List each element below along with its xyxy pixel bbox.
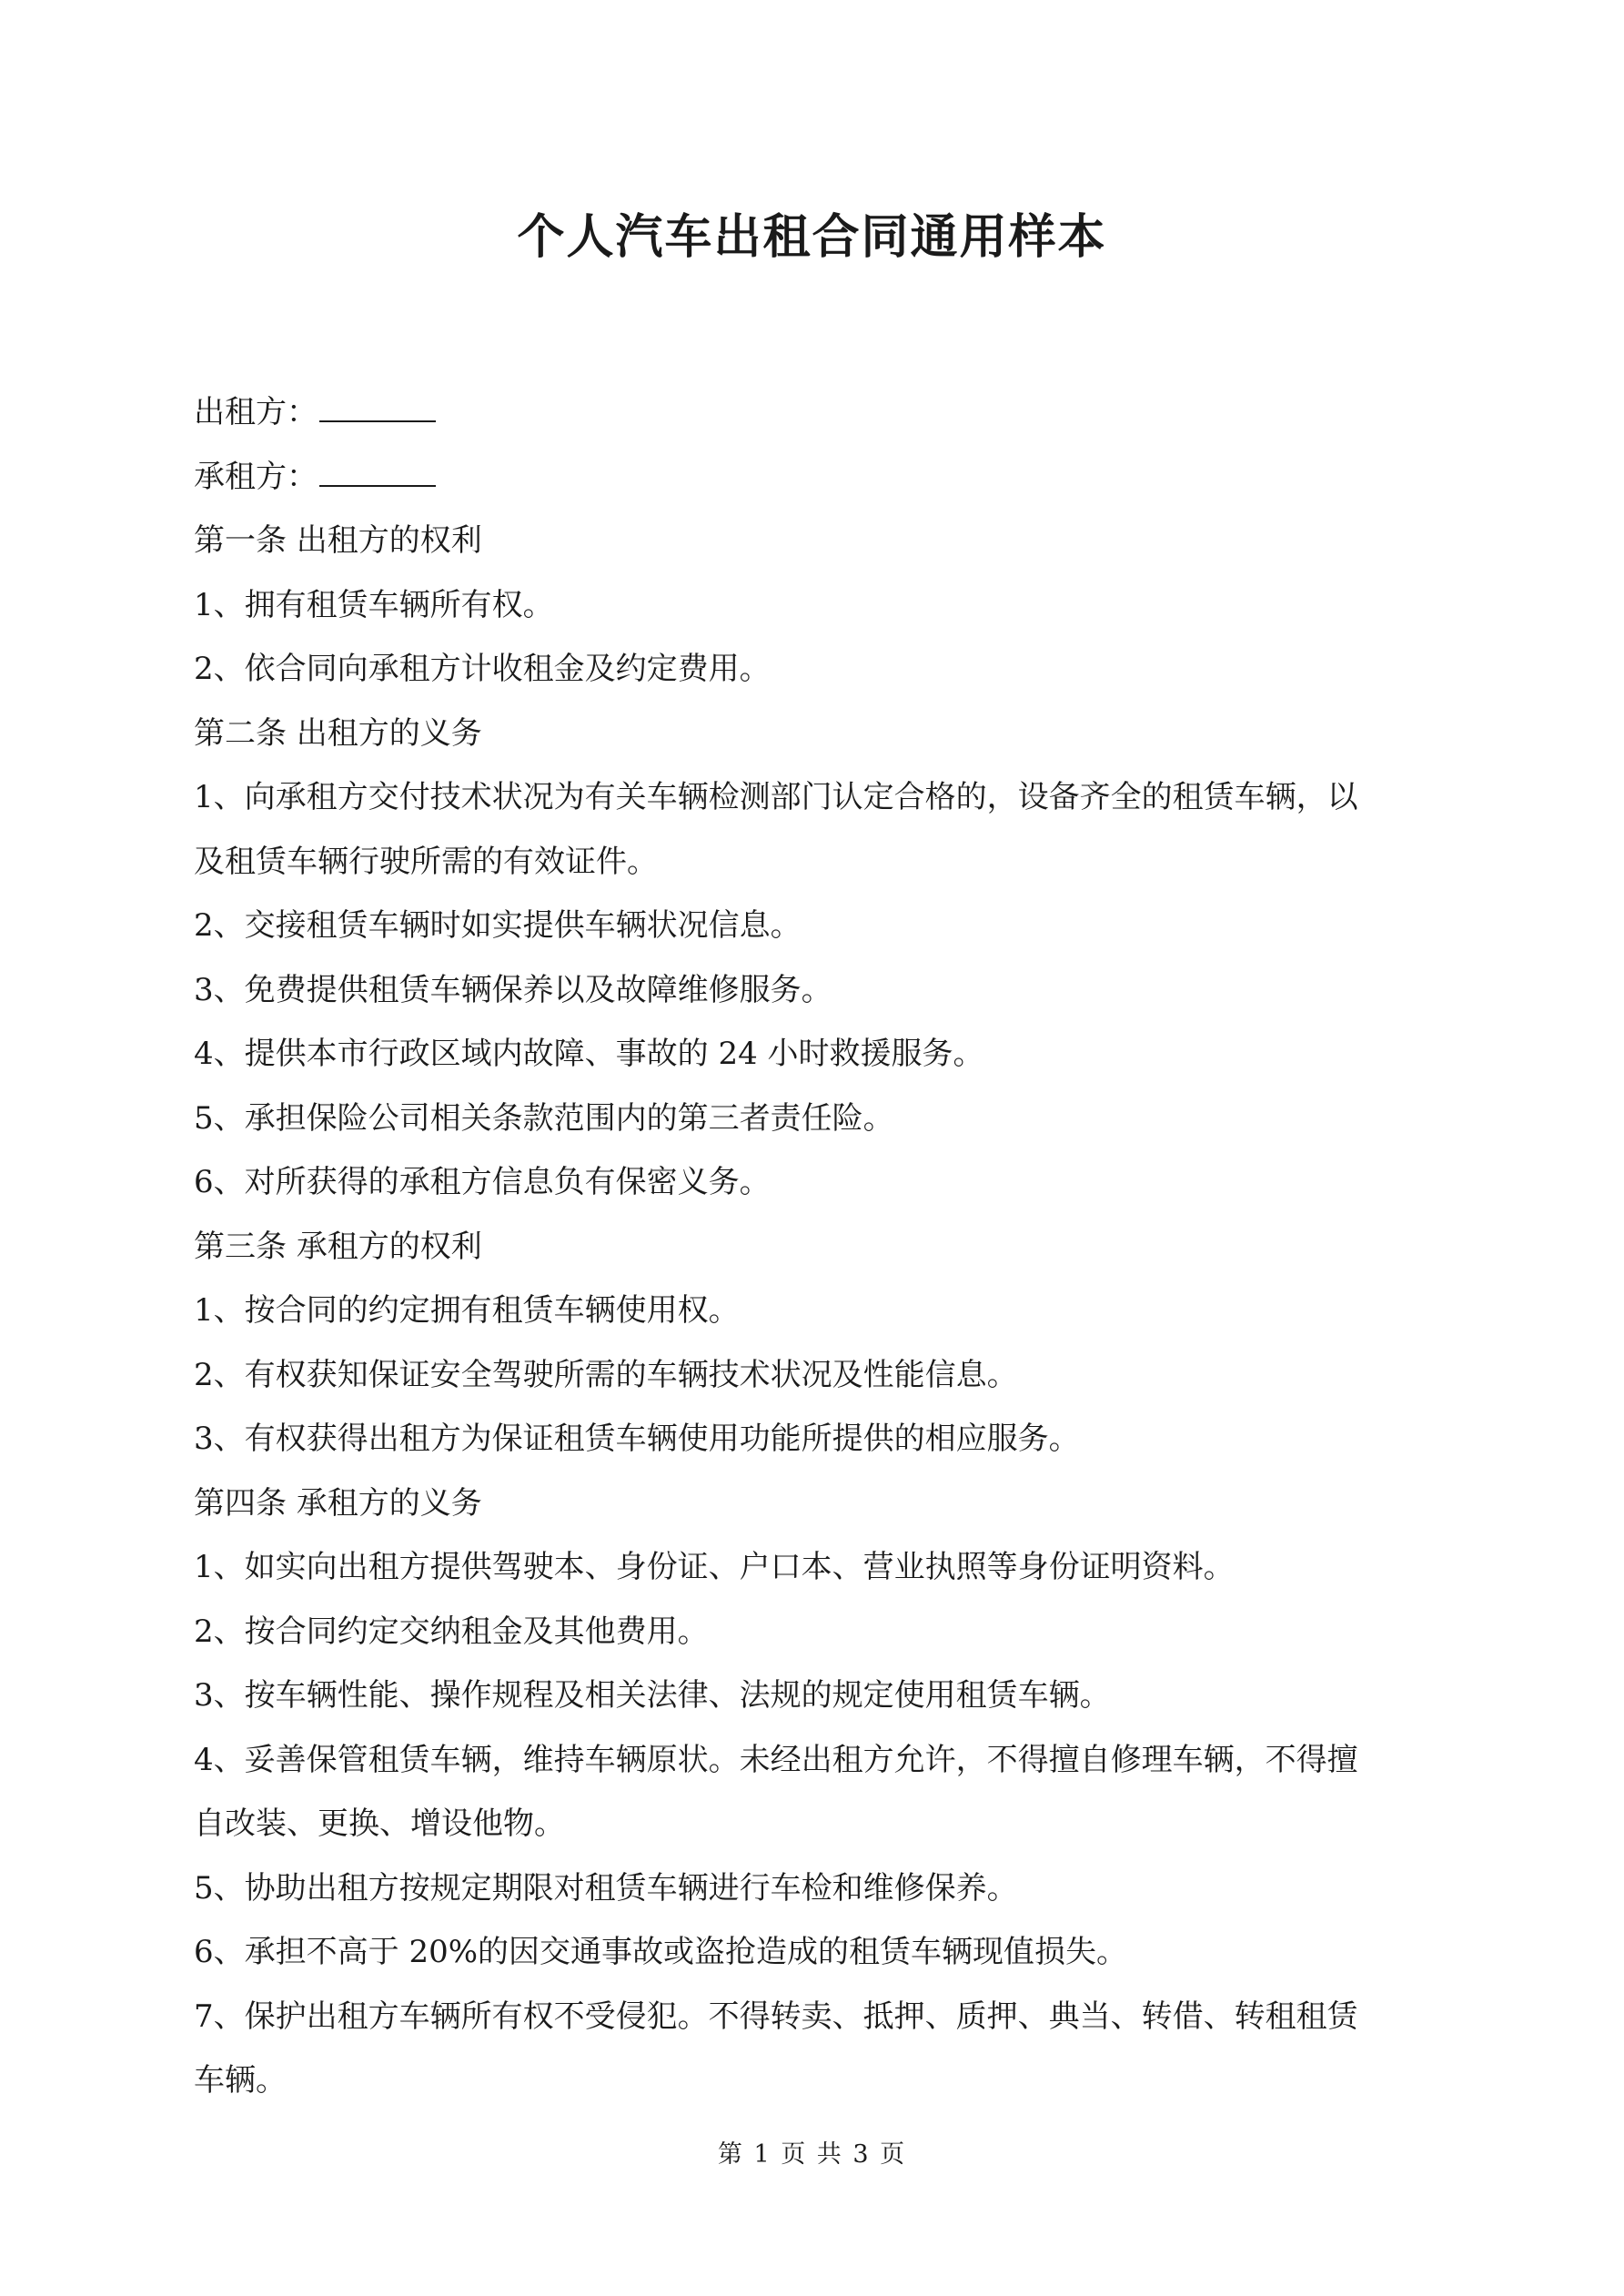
lessee-line [194, 445, 1442, 510]
article-heading: 第一条 出租方的权利 [194, 522, 482, 559]
clause-line: 5、承担保险公司相关条款范围内的第三者责任险。 [194, 1099, 894, 1137]
lessee-label: 承租方： [194, 458, 318, 495]
article-heading: 第四条 承租方的义务 [194, 1484, 482, 1522]
document-title: 个人汽车出租合同通用样本 [517, 209, 1107, 265]
clause-line: 1、拥有租赁车辆所有权。 [194, 586, 554, 623]
clause-line: 3、免费提供租赁车辆保养以及故障维修服务。 [194, 971, 832, 1008]
clause-line: 4、提供本市行政区域内故障、事故的 24 小时救援服务。 [194, 1036, 984, 1072]
clause-line: 及租赁车辆行驶所需的有效证件。 [194, 843, 658, 880]
clause-line: 2、有权获知保证安全驾驶所需的车辆技术状况及性能信息。 [194, 1356, 1018, 1393]
clause-line: 3、按车辆性能、操作规程及相关法律、法规的规定使用租赁车辆。 [194, 1677, 1111, 1714]
clause-line: 1、按合同的约定拥有租赁车辆使用权。 [194, 1292, 740, 1329]
clause-line: 2、依合同向承租方计收租金及约定费用。 [194, 651, 771, 687]
clause-line: 5、协助出租方按规定期限对租赁车辆进行车检和维修保养。 [194, 1869, 1018, 1907]
clause-line: 3、有权获得出租方为保证租赁车辆使用功能所提供的相应服务。 [194, 1421, 1080, 1457]
lessor-blank [319, 397, 436, 422]
page-number-footer: 第 1 页 共 3 页 [717, 2140, 907, 2169]
lessor-line [194, 380, 1442, 445]
clause-line: 2、按合同约定交纳租金及其他费用。 [194, 1613, 709, 1650]
clause-line: 7、保护出租方车辆所有权不受侵犯。不得转卖、抵押、质押、典当、转借、转租租赁 [194, 1998, 1358, 2035]
article-heading: 第二条 出租方的义务 [194, 714, 482, 752]
article-heading: 第三条 承租方的权利 [194, 1228, 482, 1265]
clause-line: 4、妥善保管租赁车辆，维持车辆原状。未经出租方允许，不得擅自修理车辆，不得擅 [194, 1741, 1358, 1778]
clause-line: 6、承担不高于 20%的因交通事故或盗抢造成的租赁车辆现值损失。 [194, 1934, 1128, 1970]
clause-line: 自改装、更换、增设他物。 [194, 1805, 565, 1842]
clause-line: 1、向承租方交付技术状况为有关车辆检测部门认定合格的，设备齐全的租赁车辆，以 [194, 779, 1358, 815]
lessor-label: 出租方： [194, 394, 318, 430]
clause-line: 6、对所获得的承租方信息负有保密义务。 [194, 1164, 771, 1200]
document-body [194, 380, 1442, 2113]
lessee-blank [319, 461, 436, 487]
clause-line: 2、交接租赁车辆时如实提供车辆状况信息。 [194, 907, 802, 944]
clause-line: 1、如实向出租方提供驾驶本、身份证、户口本、营业执照等身份证明资料。 [194, 1549, 1235, 1585]
clause-line: 车辆。 [194, 2062, 287, 2099]
